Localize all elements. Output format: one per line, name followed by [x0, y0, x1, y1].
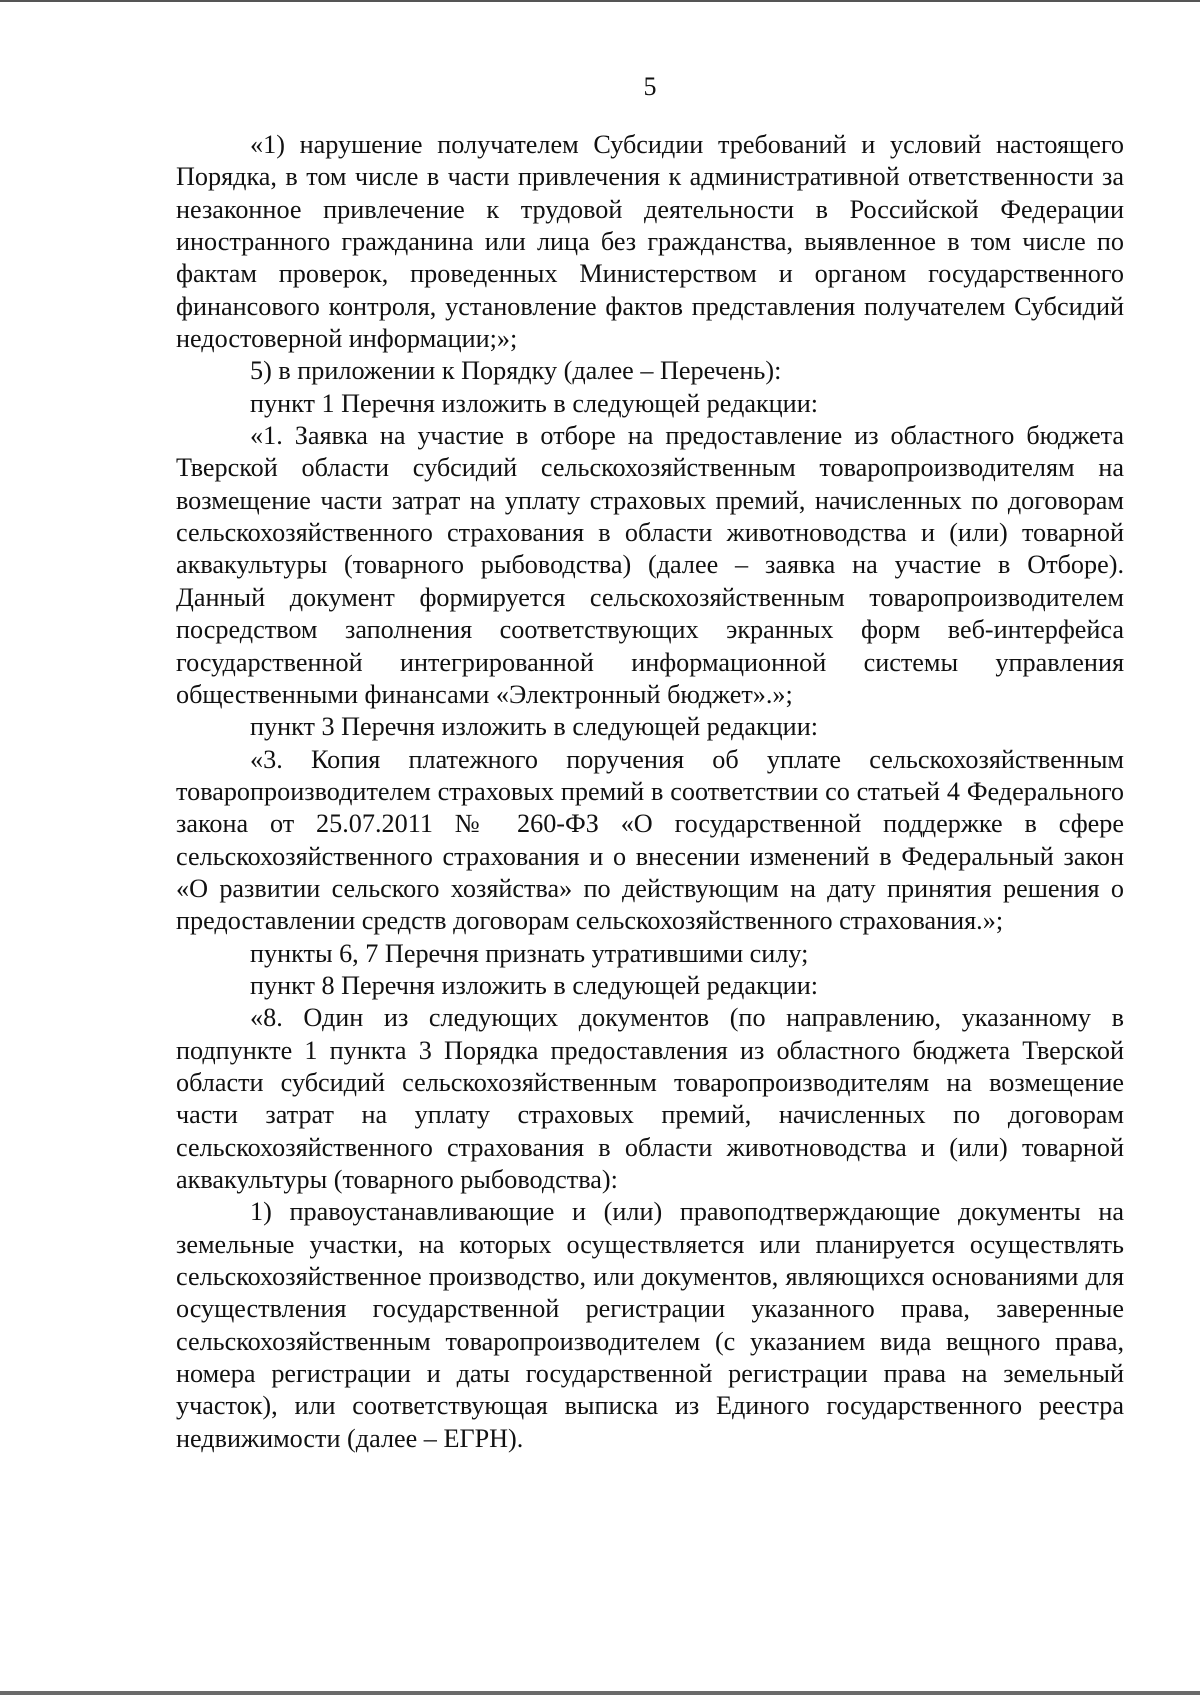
paragraph-items6-7-repeal: пункты 6, 7 Перечня признать утратившими силу; [250, 938, 809, 968]
paragraph-appendix-intro: 5) в приложении к Порядку (далее – Перечень): [250, 356, 782, 386]
page-number: 5 [643, 72, 657, 101]
paragraph-item1-text: «1. Заявка на участие в отборе на предоставление из областного бюджета Тверской области субсидий сельскохозяйственным товаропроизводителям на возмещение части затрат на уплату страховых премий, начисленных по договорам сельскохозяйственного страхования в области животноводства и (или) товарной аквакультуры (товарного рыбоводства) (далее – заявка на участие в Отборе). Данный документ формируется сельскохозяйственным товаропроизводителем посредством заполнения соответствующих экранных форм веб-интерфейса государственной интегрированной информационной системы управления общественными финансами «Электронный бюджет».»; [176, 421, 1124, 709]
paragraph-item8-instruction: пункт 8 Перечня изложить в следующей редакции: [250, 970, 818, 1000]
scan-edge-top [0, 0, 1200, 2]
scan-edge-bottom [0, 1691, 1200, 1695]
paragraph-item3-instruction: пункт 3 Перечня изложить в следующей редакции: [250, 712, 818, 742]
paragraph-item8-text: «8. Один из следующих документов (по направлению, указанному в подпункте 1 пункта 3 Порядка предоставления из областного бюджета Тверской области субсидий сельскохозяйственным товаропроизводителям на возмещение части затрат на уплату страховых премий, начисленных по договорам сельскохозяйственного страхования в области животноводства и (или) товарной аквакультуры (товарного рыбоводства): [176, 1003, 1124, 1194]
paragraph-item1-instruction: пункт 1 Перечня изложить в следующей редакции: [250, 388, 818, 418]
document-body [176, 129, 1124, 1455]
paragraph-item8-subitem1: 1) правоустанавливающие и (или) правоподтверждающие документы на земельные участки, на которых осуществляется или планируется осуществлять сельскохозяйственное производство, или документов, являющихся основаниями для осуществления государственной регистрации указанного права, заверенные сельскохозяйственным товаропроизводителем (с указанием вида вещного права, номера регистрации и даты государственной регистрации права на земельный участок), или соответствующая выписка из Единого государственного реестра недвижимости (далее – ЕГРН). [176, 1197, 1124, 1453]
paragraph-violation-clause: «1) нарушение получателем Субсидии требований и условий настоящего Порядка, в том числе в части привлечения к административной ответственности за незаконное привлечение к трудовой деятельности в Российской Федерации иностранного гражданина или лица без гражданства, выявленное в том числе по фактам проверок, проведенных Министерством и органом государственного финансового контроля, установление фактов представления получателем Субсидий недостоверной информации;»; [176, 130, 1124, 354]
paragraph-item3-text: «3. Копия платежного поручения об уплате сельскохозяйственным товаропроизводителем страховых премий в соответствии со статьей 4 Федерального закона от 25.07.2011 № 260-ФЗ «О государственной поддержке в сфере сельскохозяйственного страхования и о внесении изменений в Федеральный закон «О развитии сельского хозяйства» по действующим на дату принятия решения о предоставлении средств договорам сельскохозяйственного страхования.»; [176, 744, 1124, 936]
